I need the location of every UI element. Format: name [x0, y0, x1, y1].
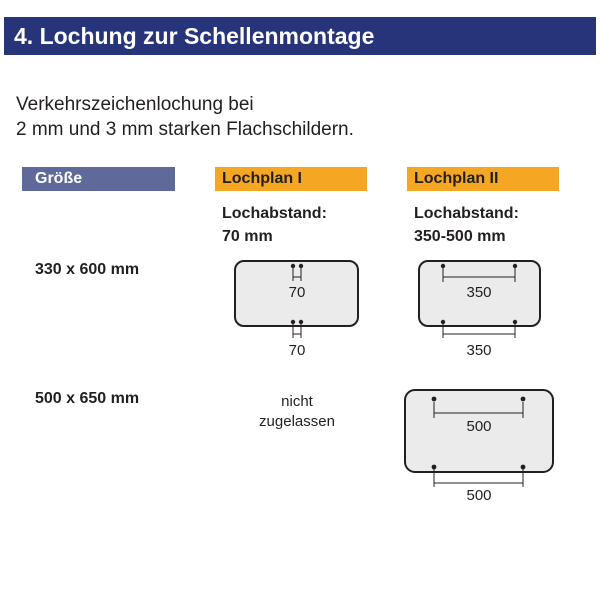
dimension-bottom: 350 [466, 342, 492, 359]
dimension-top: 500 [466, 418, 492, 435]
plan1-spacing-value: 70 mm [222, 228, 273, 245]
section-title: 4. Lochung zur Schellenmontage [4, 17, 596, 55]
not-allowed-line-2: zugelassen [259, 413, 335, 430]
dimension-bottom: 500 [466, 487, 492, 504]
intro-line-1: Verkehrszeichenlochung bei [16, 94, 254, 115]
dimension-top: 350 [466, 284, 492, 301]
sign-row2-plan2 [405, 390, 553, 504]
header-size: Größe [22, 167, 175, 191]
hole [513, 320, 517, 324]
intro-line-2: 2 mm und 3 mm starken Flachschildern. [16, 119, 354, 140]
header-lochplan-2: Lochplan II [407, 167, 559, 191]
row-1-size: 330 x 600 mm [35, 261, 140, 278]
sign-row1-plan1 [235, 261, 358, 359]
hole [299, 264, 303, 268]
dimension-top: 70 [288, 284, 306, 301]
hole [432, 465, 437, 470]
hole [441, 264, 445, 268]
plan2-spacing-value: 350-500 mm [414, 228, 506, 245]
plan2-spacing-label: Lochabstand: [414, 205, 519, 222]
hole [521, 397, 526, 402]
hole [513, 264, 517, 268]
header-lochplan-1: Lochplan I [215, 167, 367, 191]
sign-row1-plan2 [419, 261, 540, 359]
plan1-spacing-label: Lochabstand: [222, 205, 327, 222]
hole [441, 320, 445, 324]
hole [432, 397, 437, 402]
dimension-bottom: 70 [288, 342, 306, 359]
hole [299, 320, 303, 324]
hole [521, 465, 526, 470]
not-allowed-line-1: nicht [281, 393, 313, 410]
hole [291, 320, 295, 324]
hole [291, 264, 295, 268]
row-2-size: 500 x 650 mm [35, 390, 140, 407]
